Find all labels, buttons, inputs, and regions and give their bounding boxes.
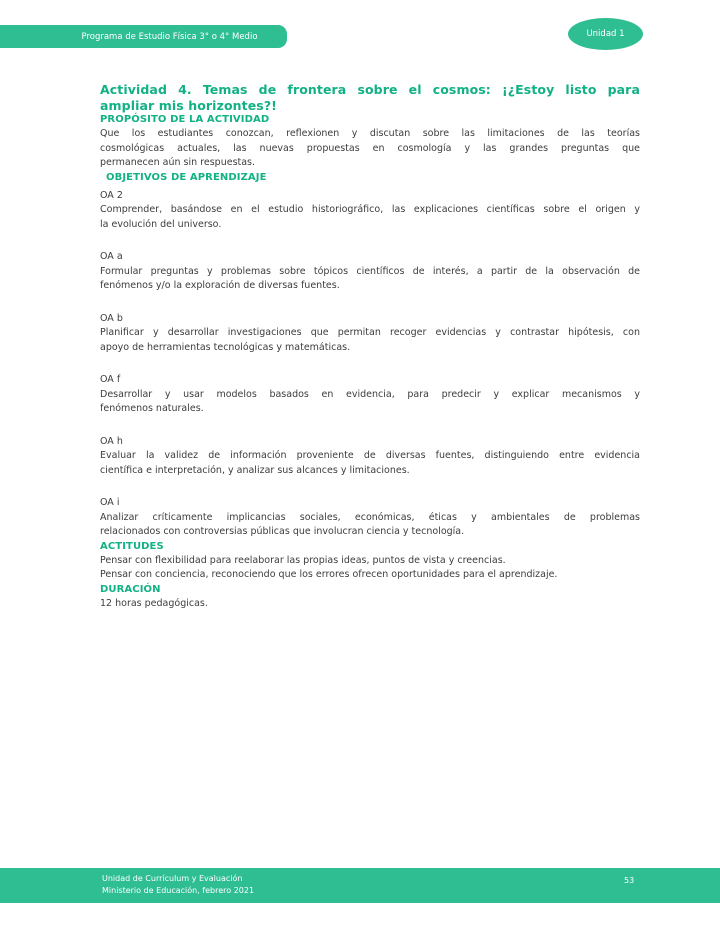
program-badge-label: Programa de Estudio Física 3° o 4° Medio <box>81 31 258 42</box>
oa-text: Planificar y desarrollar investigaciones que permitan recoger evidencias y contrastar hipótesis, con apoyo de herramientas tecnológicas y matemáticas. <box>100 327 640 353</box>
proposito-heading: PROPÓSITO DE LA ACTIVIDAD <box>100 114 270 125</box>
proposito-body: Que los estudiantes conozcan, reflexionen y discutan sobre las limitaciones de las teorías cosmológicas actuales, las nuevas propuestas en cosmología y las grandes preguntas que permanecen aún sin respuestas. <box>100 128 640 168</box>
actitudes-body <box>100 554 640 583</box>
oa-label: OA 2 <box>100 189 123 201</box>
oa-item <box>100 312 640 356</box>
oa-item <box>100 250 640 294</box>
duracion-body: 12 horas pedagógicas. <box>100 597 208 609</box>
content-column <box>100 0 640 611</box>
oa-item <box>100 496 640 540</box>
footer-line-1: Unidad de Currículum y Evaluación <box>102 874 243 883</box>
oa-text: Comprender, basándose en el estudio historiográfico, las explicaciones científicas sobre el origen y la evolución del universo. <box>100 204 640 230</box>
objetivos-heading: OBJETIVOS DE APRENDIZAJE <box>106 171 267 183</box>
oa-item <box>100 435 640 479</box>
duracion-heading: DURACIÓN <box>100 583 161 595</box>
page-footer <box>0 868 720 903</box>
unit-badge-label: Unidad 1 <box>586 29 625 39</box>
oa-item <box>100 373 640 417</box>
oa-text: Desarrollar y usar modelos basados en evidencia, para predecir y explicar mecanismos y fenómenos naturales. <box>100 388 640 414</box>
actitudes-line: Pensar con conciencia, reconociendo que los errores ofrecen oportunidades para el aprendizaje. <box>100 569 558 580</box>
oa-text: Formular preguntas y problemas sobre tópicos científicos de interés, a partir de la observación de fenómenos y/o la exploración de diversas fuentes. <box>100 265 640 291</box>
page-number: 53 <box>624 876 635 885</box>
oa-label: OA f <box>100 374 121 385</box>
oa-label: OA a <box>100 251 123 262</box>
oa-label: OA h <box>100 435 123 447</box>
activity-title: Actividad 4. Temas de frontera sobre el cosmos: ¡¿Estoy listo para ampliar mis horizontes?! <box>100 82 640 113</box>
footer-line-2: Ministerio de Educación, febrero 2021 <box>102 885 255 895</box>
actitudes-heading: ACTITUDES <box>100 540 164 552</box>
oa-item <box>100 189 640 233</box>
actitudes-line: Pensar con flexibilidad para reelaborar las propias ideas, puntos de vista y creencias. <box>100 554 506 566</box>
objetivos-list <box>100 189 640 540</box>
oa-label: OA b <box>100 312 123 324</box>
oa-label: OA i <box>100 497 120 508</box>
oa-text: Evaluar la validez de información proveniente de diversas fuentes, distinguiendo entre evidencia científica e interpretación, y analizar sus alcances y limitaciones. <box>100 450 640 476</box>
oa-text: Analizar críticamente implicancias sociales, económicas, éticas y ambientales de problemas relacionados con controversias públicas que involucran ciencia y tecnología. <box>100 511 640 537</box>
